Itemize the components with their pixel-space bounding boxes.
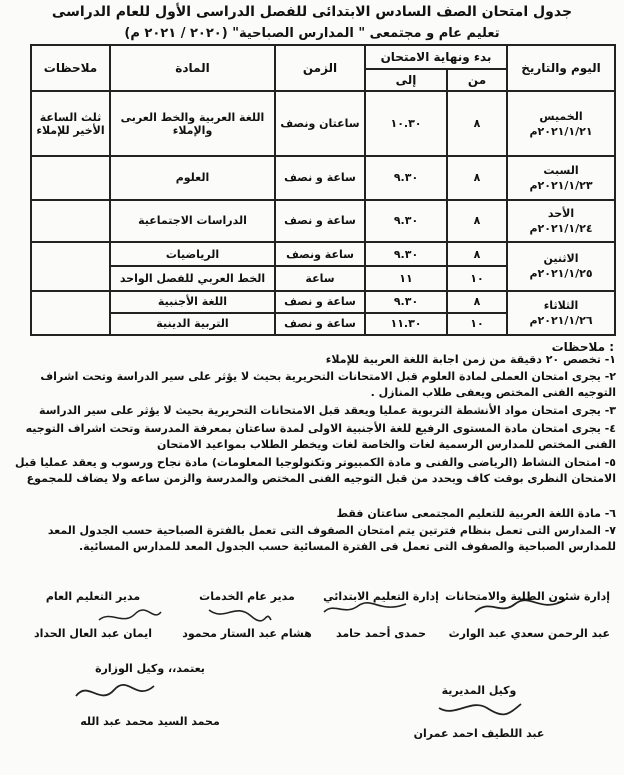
subject-cell: الدراسات الاجتماعية [110,200,275,242]
day-cell: الاثنين ٢٠٢١/١/٢٥م [507,242,615,291]
signature-block: مدير عام الخدمات هشام عبد الستار محمود [182,590,312,640]
table-row [31,91,615,155]
table-row [31,291,615,313]
header-to: إلى [365,69,447,91]
note-cell: ثلث الساعة الأخير للإملاء [31,91,110,155]
note-cell [31,242,110,291]
header-start-end: بدء ونهاية الامتحان [365,45,507,69]
duration-cell: ساعة ونصف [275,242,365,266]
document-title: جدول امتحان الصف السادس الابتدائى للفصل الدراسى الأول للعام الدراسى [51,4,573,20]
duration-cell: ساعة و نصف [275,200,365,242]
to-cell: ١١.٣٠ [365,313,447,335]
day-cell: السبت ٢٠٢١/١/٢٣م [507,156,615,200]
duration-cell: ساعتان ونصف [275,91,365,155]
from-cell: ٨ [447,91,507,155]
note-cell [31,291,110,335]
to-cell: ٩.٣٠ [365,242,447,266]
day-cell: الخميس ٢٠٢١/١/٢١م [507,91,615,155]
to-cell: ٩.٣٠ [365,291,447,313]
subject-cell: اللغة الأجنبية [110,291,275,313]
to-cell: ٩.٣٠ [365,200,447,242]
signature-block: إدارة شئون الطلبة والامتحانات عبد الرحمن سعدي عبد الوارث [445,590,610,640]
header-from: من [447,69,507,91]
from-cell: ٨ [447,200,507,242]
subject-cell: العلوم [110,156,275,200]
to-cell: ١٠.٣٠ [365,91,447,155]
note-item: ٦- مادة اللغة العربية للتعليم المجتمعى ساعتان فقط [336,507,616,520]
directorate-approval: وكيل المديرية عبد اللطيف احمد عمران [413,684,545,740]
subject-cell: الخط العربي للفصل الواحد [110,266,275,290]
from-cell: ١٠ [447,313,507,335]
note-cell [31,200,110,242]
header-notes: ملاحظات [31,45,110,91]
table-row [31,242,615,266]
signature-block: إدارة التعليم الابتدائي حمدى أحمد حامد [323,590,439,640]
note-cell [31,156,110,200]
subject-cell: التربية الدينية [110,313,275,335]
signature-block: مدير التعليم العام ايمان عبد العال الحداد [33,590,153,640]
duration-cell: ساعة و نصف [275,291,365,313]
duration-cell: ساعة و نصف [275,313,365,335]
note-item: ١- تخصص ٢٠ دقيقة من زمن اجابة اللغة العربية للإملاء [325,353,616,366]
notes-title: ملاحظات : [551,340,614,354]
note-item: ٣- يجرى امتحان مواد الأنشطة التربوية عمليا ويعقد قبل الامتحانات التحريرية بحيث لا يؤثر على سير الدراسة [39,404,616,417]
note-item: ٧- المدارس التى تعمل بنظام فترتين يتم امتحان الصفوف التى تعمل بالفترة الصباحية حسب الجدول المعد للمدارس الصباحية والصفوف التى تعمل فى الفترة المسائية حسب الجدول المعد للمدارس المسائية. [47,524,616,553]
table-row [31,200,615,242]
from-cell: ٨ [447,291,507,313]
duration-cell: ساعة و نصف [275,156,365,200]
note-item: ٥- امتحان النشاط (الرياضى والفنى و مادة الكمبيوتر وتكنولوجيا المعلومات) مادة نجاح ورسوب و يعقد عمليا قبل الامتحان النظرى بوقت كاف ويحدد من قبل التوجيه الفنى المختص والمدرسة والزمن ساعه ولا يضاف للمجموع [14,456,616,485]
subject-cell: اللغة العربية والخط العربى والإملاء [110,91,275,155]
header-duration: الزمن [275,45,365,91]
day-cell: الأحد ٢٠٢١/١/٢٤م [507,200,615,242]
exam-schedule-table [30,44,616,336]
header-subject: المادة [110,45,275,91]
from-cell: ٨ [447,156,507,200]
to-cell: ١١ [365,266,447,290]
table-row [31,156,615,200]
header-day-date: اليوم والتاريخ [507,45,615,91]
subject-cell: الرياضيات [110,242,275,266]
from-cell: ١٠ [447,266,507,290]
from-cell: ٨ [447,242,507,266]
ministry-approval: يعتمد،، وكيل الوزارة محمد السيد محمد عبد الله [80,662,220,728]
note-item: ٢- يجرى امتحان العملى لمادة العلوم قبل الامتحانات التحريرية بحيث لا يؤثر على سير الدراسة وتحت اشراف التوجيه الفنى المختص ويعفى طلاب المنازل . [40,370,616,399]
day-cell: الثلاثاء ٢٠٢١/١/٢٦م [507,291,615,335]
duration-cell: ساعة [275,266,365,290]
document-subtitle: (٢٠٢٠ / ٢٠٢١ م) "تعليم عام و مجتمعى " المدارس الصباحية [124,26,500,41]
to-cell: ٩.٣٠ [365,156,447,200]
note-item: ٤- يجرى امتحان مادة المستوى الرفيع للغة الأجنبية الاولى لمدة ساعتان بمعرفة المدرسة وتحت اشراف التوجيه الفنى المختص للمدارس الرسمية لغات والخاصة لغات ويخطر الطلاب بمواعيد الامتحان [25,422,616,451]
